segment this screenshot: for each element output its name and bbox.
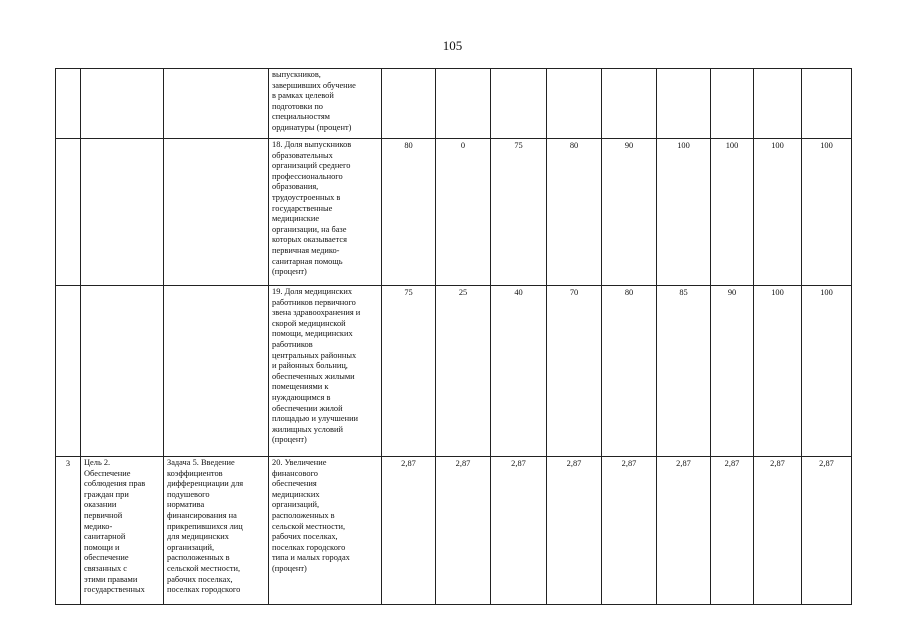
value-cell: 100 [711, 139, 754, 286]
table-row [56, 286, 852, 457]
task-cell [164, 139, 269, 286]
table-row [56, 69, 852, 139]
value-cell: 2,87 [491, 457, 547, 605]
value-cell [754, 69, 802, 139]
value-cell: 2,87 [602, 457, 657, 605]
indicator-cell: 18. Доля выпускников образовательных организаций среднего профессионального образования, трудоустроенных в государственные медицинские организации, на базе которых оказывается первичная медико- санитарная помощь (процент) [269, 139, 382, 286]
value-cell: 85 [657, 286, 711, 457]
value-cell: 80 [547, 139, 602, 286]
value-cell: 2,87 [754, 457, 802, 605]
task-cell [164, 69, 269, 139]
table-row [56, 457, 852, 605]
value-cell [802, 69, 852, 139]
value-cell: 2,87 [436, 457, 491, 605]
value-cell: 70 [547, 286, 602, 457]
value-cell: 100 [657, 139, 711, 286]
task-cell [164, 286, 269, 457]
value-cell [711, 69, 754, 139]
value-cell: 100 [802, 286, 852, 457]
value-cell: 2,87 [711, 457, 754, 605]
value-cell [602, 69, 657, 139]
page-number: 105 [442, 38, 463, 53]
goal-cell [81, 69, 164, 139]
row-number-cell: 3 [56, 457, 81, 605]
value-cell: 2,87 [802, 457, 852, 605]
value-cell: 2,87 [657, 457, 711, 605]
value-cell: 40 [491, 286, 547, 457]
table-row [56, 139, 852, 286]
indicator-cell: выпускников, завершивших обучение в рамках целевой подготовки по специальностям ординатуры (процент) [269, 69, 382, 139]
value-cell [382, 69, 436, 139]
value-cell: 2,87 [547, 457, 602, 605]
value-cell: 90 [602, 139, 657, 286]
goal-cell: Цель 2. Обеспечение соблюдения прав граждан при оказании первичной медико- санитарной помощи и обеспечение связанных с этими правами государственных [81, 457, 164, 605]
value-cell: 2,87 [382, 457, 436, 605]
value-cell: 25 [436, 286, 491, 457]
value-cell: 75 [491, 139, 547, 286]
value-cell: 100 [754, 139, 802, 286]
value-cell [657, 69, 711, 139]
value-cell [547, 69, 602, 139]
task-cell: Задача 5. Введение коэффициентов дифференциации для подушевого норматива финансирования на прикрепившихся лиц для медицинских организаций, расположенных в сельской местности, рабочих поселках, поселках городского [164, 457, 269, 605]
row-number-cell [56, 139, 81, 286]
value-cell: 80 [602, 286, 657, 457]
value-cell: 0 [436, 139, 491, 286]
value-cell [436, 69, 491, 139]
value-cell: 100 [802, 139, 852, 286]
goal-cell [81, 139, 164, 286]
indicator-cell: 19. Доля медицинских работников первичного звена здравоохранения и скорой медицинской помощи, медицинских работников центральных районных и районных больниц, обеспеченных жилыми помещениями к нуждающимся в обеспечении жилой площадью и улучшении жилищных условий (процент) [269, 286, 382, 457]
row-number-cell [56, 69, 81, 139]
value-cell: 75 [382, 286, 436, 457]
value-cell [491, 69, 547, 139]
value-cell: 90 [711, 286, 754, 457]
value-cell: 100 [754, 286, 802, 457]
goal-cell [81, 286, 164, 457]
row-number-cell [56, 286, 81, 457]
indicator-cell: 20. Увеличение финансового обеспечения медицинских организаций, расположенных в сельской местности, рабочих поселках, поселках городского типа и малых городах (процент) [269, 457, 382, 605]
indicators-table [55, 68, 852, 605]
value-cell: 80 [382, 139, 436, 286]
